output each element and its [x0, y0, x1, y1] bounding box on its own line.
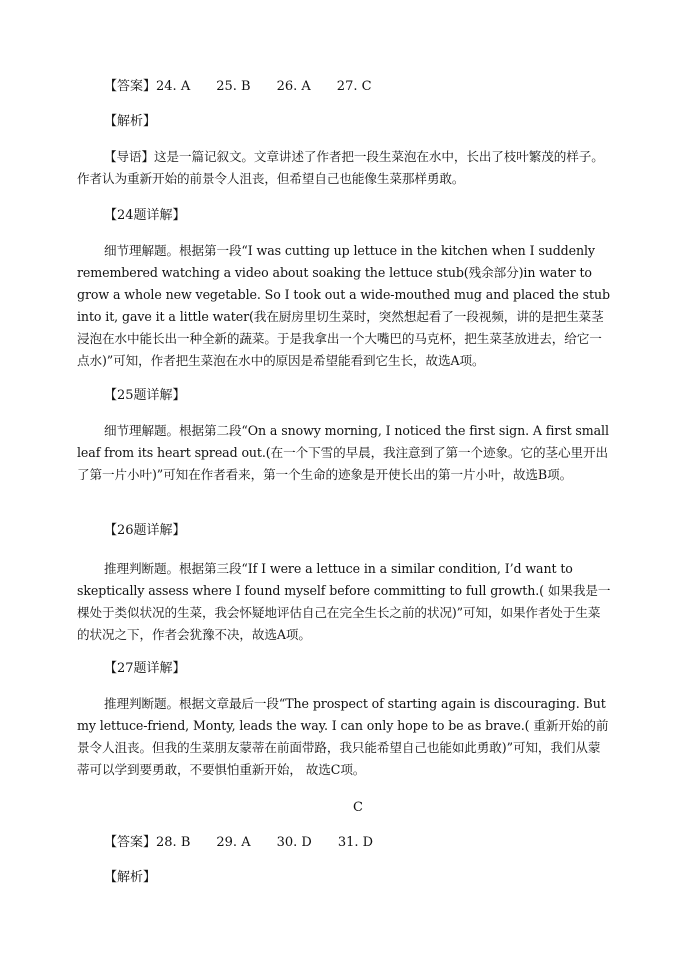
- answer-label: 【答案】: [104, 79, 157, 94]
- answer-line-24-27: [104, 76, 372, 98]
- answer-31: 31. D: [337, 835, 374, 850]
- analysis-heading: 【解析】: [104, 114, 157, 129]
- q27-heading: 【27题详解】: [104, 661, 186, 676]
- intro-paragraph: 【导语】这是一篇记叙文。文章讲述了作者把一段生菜泡在水中，长出了枝叶繁茂的样子。作者认为重新开始的前景令人沮丧，但希望自己也能像生菜那样勇敢。: [77, 149, 604, 186]
- q26-explanation: 推理判断题。根据第三段“If I were a lettuce in a similar condition, I’d want to skeptically assess where I found myself before committing to full growth.( 如果我是一棵处于类似状况的生菜，我会怀疑地评估自己在完全生长之前的状况)”可知，如果作者处于生菜的状况之下，作者会犹豫不决，故选A项。: [77, 561, 611, 642]
- analysis-heading-2: 【解析】: [104, 870, 157, 885]
- q24-explanation: 细节理解题。根据第一段“I was cutting up lettuce in the kitchen when I suddenly remembered watching a video about soaking the lettuce stub(残余部分)in water to grow a whole new vegetable. So I took out a wide-mouthed mug and placed the stub into it, gave it a little water(我在厨房里切生菜时，突然想起看了一段视频，讲的是把生菜茎浸泡在水中能长出一种全新的蔬菜。于是我拿出一个大嘴巴的马克杯，把生菜茎放进去，给它一点水)”可知，作者把生菜泡在水中的原因是希望能看到它生长，故选A项。: [77, 243, 610, 368]
- q27-explanation: 推理判断题。根据文章最后一段“The prospect of starting again is discouraging. But my lettuce-friend, Monty, leads the way. I can only hope to be as brave.( 重新开始的前景令人沮丧。但我的生菜朋友蒙蒂在前面带路，我只能希望自己也能如此勇敢)”可知，我们从蒙蒂可以学到要勇敢，不要惧怕重新开始， 故选C项。: [77, 696, 609, 777]
- q25-explanation: 细节理解题。根据第二段“On a snowy morning, I noticed the first sign. A first small leaf from its heart spread out.(在一个下雪的早晨，我注意到了第一个迹象。它的茎心里开出了第一片小叶)”可知在作者看来，第一个生命的迹象是开使长出的第一片小叶，故选B项。: [77, 423, 609, 482]
- answer-28: 28. B: [156, 835, 191, 850]
- q24-heading: 【24题详解】: [104, 208, 186, 223]
- answer-line-28-31: [104, 832, 373, 854]
- answer-29: 29. A: [216, 835, 251, 850]
- answer-27: 27. C: [336, 79, 372, 94]
- answer-label: 【答案】: [104, 835, 157, 850]
- answer-26: 26. A: [276, 79, 311, 94]
- section-letter: C: [353, 800, 363, 815]
- q25-heading: 【25题详解】: [104, 388, 186, 403]
- answer-25: 25. B: [216, 79, 251, 94]
- q26-heading: 【26题详解】: [104, 523, 186, 538]
- answer-24: 24. A: [156, 79, 191, 94]
- answer-30: 30. D: [276, 835, 312, 850]
